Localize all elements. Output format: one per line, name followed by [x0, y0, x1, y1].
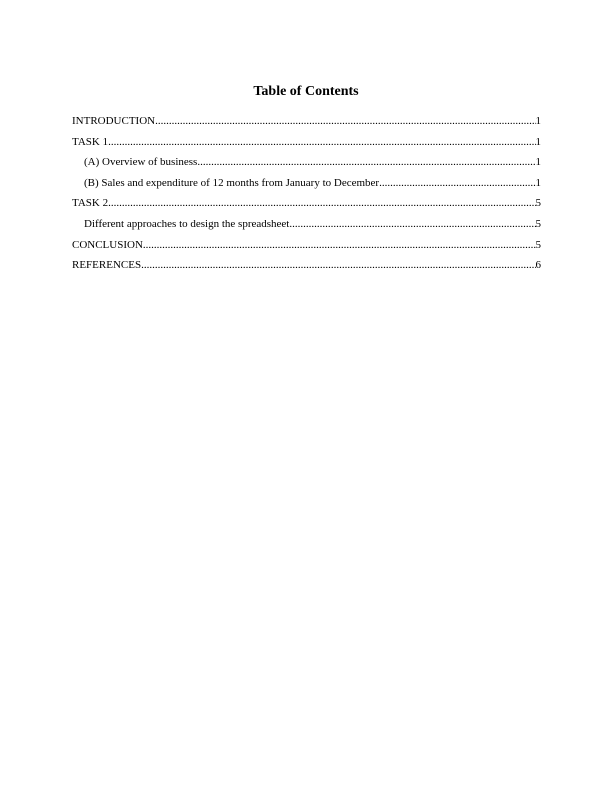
toc-entry-label: CONCLUSION [72, 238, 143, 251]
dot-leader [289, 217, 535, 231]
dot-leader [108, 196, 535, 210]
toc-entry-task-2[interactable] [72, 196, 541, 217]
toc-entry-sales-and-expenditure[interactable] [72, 176, 541, 197]
toc-entry-label: (B) Sales and expenditure of 12 months from January to December [84, 176, 380, 189]
toc-entry-introduction[interactable] [72, 114, 541, 135]
toc-entry-label: TASK 2 [72, 197, 109, 210]
dot-leader [197, 155, 535, 169]
toc-entry-label: TASK 1 [72, 135, 109, 148]
toc-entry-conclusion[interactable] [72, 238, 541, 259]
toc-page-number: 1 [535, 115, 541, 127]
toc-page-number: 6 [535, 259, 541, 272]
toc-page-number: 5 [535, 238, 541, 251]
toc-entry-label: INTRODUCTION [72, 115, 156, 127]
toc-entry-references[interactable] [72, 258, 541, 279]
dot-leader [108, 135, 535, 149]
toc-entry-different-approaches[interactable] [72, 217, 541, 238]
toc-page-number: 1 [535, 176, 541, 189]
toc-page-number: 5 [535, 217, 541, 230]
toc-entry-overview-of-business[interactable] [72, 155, 541, 176]
toc-entry-label: (A) Overview of business [84, 156, 198, 169]
toc-entry-label: Different approaches to design the spreadsheet [84, 217, 290, 230]
toc-entry-task-1[interactable] [72, 135, 541, 156]
toc-entry-label: REFERENCES [72, 259, 142, 272]
toc-list [72, 114, 541, 279]
toc-page-number: 1 [535, 156, 541, 169]
toc-page-number: 5 [535, 197, 541, 210]
dot-leader [155, 114, 535, 128]
toc-page-number: 1 [535, 135, 541, 148]
dot-leader [141, 258, 535, 272]
dot-leader [379, 176, 535, 190]
dot-leader [143, 238, 536, 252]
toc-title: Table of Contents [253, 84, 359, 99]
